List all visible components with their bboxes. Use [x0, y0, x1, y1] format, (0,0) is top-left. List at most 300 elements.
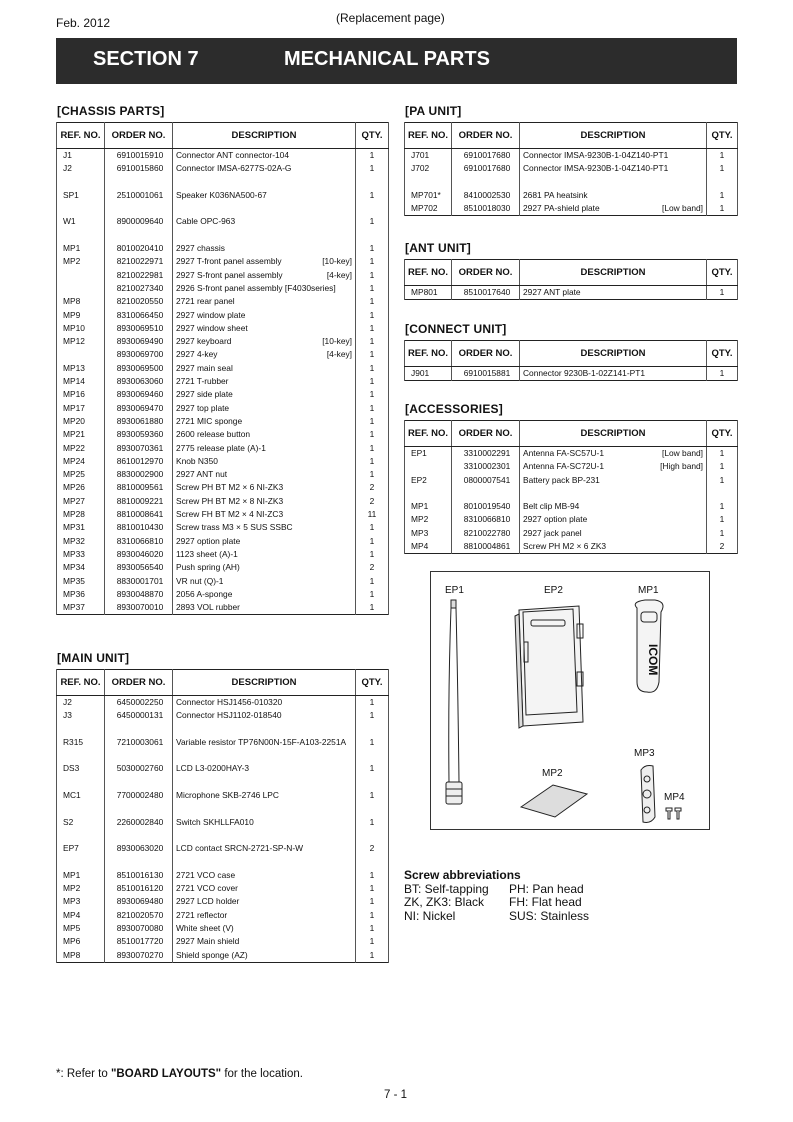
- description-text: Microphone SKB-2746 LPC: [176, 790, 279, 801]
- quantity: 1: [356, 922, 389, 935]
- description-text: Shield sponge (AZ): [176, 949, 248, 960]
- description: [173, 295, 356, 308]
- label-mp4: MP4: [664, 792, 685, 803]
- quantity: 1: [707, 513, 738, 526]
- description: [520, 286, 707, 300]
- abbr-right: SUS: Stainless: [509, 908, 590, 923]
- accessories-illustration: [430, 571, 710, 830]
- ref-no: MP26: [57, 481, 105, 494]
- ref-no: [57, 282, 105, 295]
- ant-table: [404, 259, 738, 300]
- description: [173, 162, 356, 175]
- footnote-suffix: for the location.: [221, 1068, 303, 1080]
- description-text: 2927 T-front panel assembly: [176, 256, 282, 267]
- order-no: 8930069490: [105, 335, 173, 348]
- ref-no: MP17: [57, 402, 105, 415]
- label-ep2: EP2: [544, 585, 563, 596]
- table-row: [57, 162, 389, 175]
- order-no: 8930069500: [105, 362, 173, 375]
- order-no: 8210022971: [105, 255, 173, 268]
- quantity: 1: [356, 269, 389, 282]
- quantity: 1: [707, 500, 738, 513]
- description-text: 2927 jack panel: [523, 527, 582, 538]
- table-spacer: [57, 749, 389, 762]
- order-no: 3310002291: [452, 447, 520, 461]
- ref-no: MP9: [57, 309, 105, 322]
- quantity: 2: [707, 540, 738, 554]
- quantity: 1: [356, 255, 389, 268]
- col-ref: REF. NO.: [57, 670, 105, 696]
- order-no: 6450000131: [105, 709, 173, 722]
- order-no: 3310002301: [452, 460, 520, 473]
- description-text: 2927 ANT nut: [176, 469, 228, 480]
- description-text: 2721 reflector: [176, 909, 228, 920]
- description-text: Switch SKHLLFA010: [176, 816, 254, 827]
- table-row: [405, 367, 738, 381]
- quantity: 1: [356, 335, 389, 348]
- description: [173, 949, 356, 963]
- quantity: 1: [356, 149, 389, 163]
- description: [520, 500, 707, 513]
- order-no: 8830002900: [105, 468, 173, 481]
- description: [173, 882, 356, 895]
- quantity: 1: [707, 527, 738, 540]
- description: [520, 474, 707, 487]
- description-text: Variable resistor TP76N00N-15F-A103-2251A: [176, 736, 347, 747]
- description-text: LCD L3-0200HAY-3: [176, 763, 250, 774]
- variant-note: [4-key]: [326, 349, 352, 360]
- description: [173, 149, 356, 163]
- description-text: 2927 main seal: [176, 362, 233, 373]
- abbr-left: BT: Self-tapping: [404, 881, 489, 896]
- description: [520, 149, 707, 163]
- order-no: 8610012970: [105, 455, 173, 468]
- quantity: 1: [707, 474, 738, 487]
- description: [173, 789, 356, 802]
- ref-no: J3: [57, 709, 105, 722]
- description: [173, 388, 356, 401]
- quantity: 1: [356, 322, 389, 335]
- screw-abbreviations: [404, 869, 644, 923]
- description: [173, 322, 356, 335]
- quantity: 11: [356, 508, 389, 521]
- main-table: [56, 669, 389, 963]
- description: [173, 922, 356, 935]
- table-row: [405, 189, 738, 202]
- ref-no: MP701*: [405, 189, 452, 202]
- ref-no: MP20: [57, 415, 105, 428]
- order-no: 8930063020: [105, 842, 173, 855]
- quantity: 1: [707, 149, 738, 163]
- table-row: [405, 513, 738, 526]
- table-spacer: [57, 176, 389, 189]
- table-row: [57, 402, 389, 415]
- description-text: 2927 top plate: [176, 402, 230, 413]
- description: [173, 561, 356, 574]
- table-spacer: [57, 776, 389, 789]
- order-no: 8930069510: [105, 322, 173, 335]
- order-no: 6910015910: [105, 149, 173, 163]
- table-row: [57, 601, 389, 615]
- ref-no: MP3: [405, 527, 452, 540]
- quantity: 1: [356, 282, 389, 295]
- description: [173, 375, 356, 388]
- quantity: 1: [356, 388, 389, 401]
- quantity: 1: [707, 202, 738, 216]
- description-text: 2681 PA heatsink: [523, 189, 588, 200]
- table-row: [57, 882, 389, 895]
- table-row: [57, 149, 389, 163]
- col-qty: QTY.: [356, 123, 389, 149]
- ref-no: MP2: [57, 882, 105, 895]
- quantity: 1: [356, 869, 389, 882]
- abbr-right: FH: Flat head: [509, 895, 582, 909]
- order-no: 5030002760: [105, 762, 173, 775]
- abbr-right: PH: Pan head: [509, 881, 584, 896]
- quantity: 1: [356, 949, 389, 963]
- accessories-title: [ACCESSORIES]: [405, 402, 503, 416]
- description: [173, 495, 356, 508]
- order-no: 8930069700: [105, 348, 173, 361]
- screw-title: Screw abbreviations: [404, 868, 521, 882]
- footnote-ref: "BOARD LAYOUTS": [110, 1068, 222, 1080]
- table-row: [57, 335, 389, 348]
- ref-no: MP36: [57, 588, 105, 601]
- quantity: 1: [356, 375, 389, 388]
- table-row: [405, 286, 738, 300]
- ref-no: MP10: [57, 322, 105, 335]
- quantity: 1: [707, 367, 738, 381]
- table-row: [57, 215, 389, 228]
- description-text: Cable OPC-963: [176, 216, 236, 227]
- description-text: 2927 LCD holder: [176, 896, 240, 907]
- order-no: 6450002250: [105, 696, 173, 710]
- quantity: 1: [356, 909, 389, 922]
- col-desc: DESCRIPTION: [173, 123, 356, 149]
- order-no: 8930069460: [105, 388, 173, 401]
- ref-no: MP37: [57, 601, 105, 615]
- table-row: [57, 575, 389, 588]
- quantity: 1: [356, 162, 389, 175]
- description: [173, 696, 356, 710]
- description: [173, 535, 356, 548]
- ref-no: J901: [405, 367, 452, 381]
- table-row: [57, 842, 389, 855]
- table-row: [57, 869, 389, 882]
- table-spacer: [57, 723, 389, 736]
- ref-no: MP16: [57, 388, 105, 401]
- order-no: 7700002480: [105, 789, 173, 802]
- description: [173, 588, 356, 601]
- quantity: 1: [356, 309, 389, 322]
- table-row: [57, 709, 389, 722]
- option-plate-drawing: [521, 785, 587, 817]
- main-title: [MAIN UNIT]: [57, 651, 130, 665]
- quantity: 1: [356, 442, 389, 455]
- table-row: [57, 935, 389, 948]
- ref-no: MP702: [405, 202, 452, 216]
- description: [520, 527, 707, 540]
- quantity: 1: [356, 696, 389, 710]
- ref-no: J702: [405, 162, 452, 175]
- quantity: 1: [707, 189, 738, 202]
- description: [173, 402, 356, 415]
- description-text: 2927 option plate: [523, 514, 588, 525]
- description-text: 2721 rear panel: [176, 296, 235, 307]
- description-text: Connector HSJ1102-018540: [176, 710, 282, 721]
- ref-no: MP6: [57, 935, 105, 948]
- quantity: 1: [356, 709, 389, 722]
- quantity: 1: [356, 348, 389, 361]
- ref-no: W1: [57, 215, 105, 228]
- description: [520, 447, 707, 461]
- quantity: 2: [356, 495, 389, 508]
- variant-note: [Low band]: [662, 203, 703, 214]
- ref-no: MP14: [57, 375, 105, 388]
- description-text: 2893 VOL rubber: [176, 602, 240, 613]
- table-row: [405, 202, 738, 216]
- ref-no: MP12: [57, 335, 105, 348]
- table-row: [57, 455, 389, 468]
- col-desc: DESCRIPTION: [520, 123, 707, 149]
- ref-no: MP2: [57, 255, 105, 268]
- variant-note: [Low band]: [662, 448, 703, 458]
- ref-no: MP21: [57, 428, 105, 441]
- order-no: 8810010430: [105, 521, 173, 534]
- table-row: [57, 535, 389, 548]
- jack-panel-drawing: [641, 766, 655, 823]
- ref-no: MP32: [57, 535, 105, 548]
- description-text: 2927 window plate: [176, 309, 246, 320]
- table-row: [57, 548, 389, 561]
- order-no: 8210022981: [105, 269, 173, 282]
- description: [173, 282, 356, 295]
- description: [173, 189, 356, 202]
- table-row: [57, 269, 389, 282]
- header-date: Feb. 2012: [56, 16, 111, 30]
- order-no: 6910017680: [452, 162, 520, 175]
- col-ref: REF. NO.: [405, 123, 452, 149]
- order-no: 8010019540: [452, 500, 520, 513]
- replacement-note: (Replacement page): [336, 11, 445, 25]
- table-row: [57, 495, 389, 508]
- table-row: [57, 309, 389, 322]
- ref-no: MP3: [57, 895, 105, 908]
- order-no: 8930070080: [105, 922, 173, 935]
- description-text: Connector 9230B-1-02Z141-PT1: [523, 368, 645, 378]
- description: [520, 162, 707, 175]
- ref-no: MP33: [57, 548, 105, 561]
- pa-title: [PA UNIT]: [405, 104, 462, 118]
- description-text: 2056 A-sponge: [176, 588, 233, 599]
- order-no: 8930046020: [105, 548, 173, 561]
- ref-no: MP22: [57, 442, 105, 455]
- description-text: White sheet (V): [176, 923, 234, 934]
- description: [173, 548, 356, 561]
- col-desc: DESCRIPTION: [520, 421, 707, 447]
- quantity: 1: [356, 789, 389, 802]
- ref-no: MP13: [57, 362, 105, 375]
- section-number: SECTION 7: [93, 48, 199, 70]
- ref-no: MP27: [57, 495, 105, 508]
- col-qty: QTY.: [707, 341, 738, 367]
- description: [173, 362, 356, 375]
- order-no: 8310066810: [105, 535, 173, 548]
- order-no: 8210020550: [105, 295, 173, 308]
- label-mp2: MP2: [542, 768, 563, 779]
- table-row: [405, 500, 738, 513]
- order-no: 8210027340: [105, 282, 173, 295]
- quantity: 1: [356, 242, 389, 255]
- table-row: [57, 295, 389, 308]
- description: [173, 935, 356, 948]
- ref-no: MP8: [57, 949, 105, 963]
- description: [173, 335, 356, 348]
- ref-no: J701: [405, 149, 452, 163]
- description: [173, 468, 356, 481]
- label-mp3: MP3: [634, 748, 655, 759]
- quantity: 2: [356, 561, 389, 574]
- pa-table: [404, 122, 738, 216]
- description-text: 2721 VCO cover: [176, 883, 238, 894]
- order-no: 8310066810: [452, 513, 520, 526]
- table-row: [57, 949, 389, 963]
- quantity: 1: [356, 935, 389, 948]
- table-row: [57, 508, 389, 521]
- ref-no: J1: [57, 149, 105, 163]
- description: [173, 415, 356, 428]
- description: [173, 709, 356, 722]
- description-text: Antenna FA-SC72U-1: [523, 461, 605, 472]
- quantity: 1: [356, 415, 389, 428]
- table-row: [57, 909, 389, 922]
- description-text: 2927 ANT plate: [523, 287, 581, 297]
- footnote: [56, 1068, 303, 1080]
- connect-table: [404, 340, 738, 381]
- table-row: [57, 816, 389, 829]
- description-text: 2600 release button: [176, 429, 251, 440]
- description: [520, 460, 707, 473]
- description-text: Screw PH M2 × 6 ZK3: [523, 541, 607, 552]
- table-row: [57, 481, 389, 494]
- footnote-prefix: *: Refer to: [56, 1068, 111, 1080]
- description-text: 2927 PA-shield plate: [523, 203, 600, 214]
- table-row: [405, 540, 738, 554]
- ref-no: EP2: [405, 474, 452, 487]
- table-spacer: [57, 229, 389, 242]
- accessories-table: [404, 420, 738, 554]
- description-text: Belt clip MB-94: [523, 501, 580, 512]
- description: [173, 869, 356, 882]
- variant-note: [4-key]: [326, 269, 352, 280]
- col-qty: QTY.: [707, 421, 738, 447]
- quantity: 1: [707, 447, 738, 461]
- table-row: [57, 442, 389, 455]
- connect-title: [CONNECT UNIT]: [405, 322, 507, 336]
- quantity: 1: [707, 460, 738, 473]
- description-text: 2775 release plate (A)-1: [176, 442, 266, 453]
- table-row: [57, 189, 389, 202]
- label-ep1: EP1: [445, 585, 464, 596]
- col-qty: QTY.: [707, 260, 738, 286]
- quantity: 2: [356, 481, 389, 494]
- order-no: 8930069470: [105, 402, 173, 415]
- description-text: 2927 window sheet: [176, 322, 248, 333]
- table-row: [57, 415, 389, 428]
- quantity: 1: [356, 189, 389, 202]
- description: [173, 736, 356, 749]
- description-text: Screw PH BT M2 × 6 NI-ZK3: [176, 482, 284, 493]
- description-text: Screw trass M3 × 5 SUS SSBC: [176, 522, 293, 533]
- description: [173, 442, 356, 455]
- description: [173, 269, 356, 282]
- order-no: 8410002530: [452, 189, 520, 202]
- quantity: 1: [356, 362, 389, 375]
- quantity: 1: [356, 895, 389, 908]
- order-no: 2510001061: [105, 189, 173, 202]
- order-no: 2260002840: [105, 816, 173, 829]
- table-row: [57, 322, 389, 335]
- quantity: 1: [356, 295, 389, 308]
- variant-note: [10-key]: [322, 256, 352, 267]
- col-order: ORDER NO.: [452, 260, 520, 286]
- order-no: 0800007541: [452, 474, 520, 487]
- description-text: VR nut (Q)-1: [176, 575, 224, 586]
- order-no: 6910017680: [452, 149, 520, 163]
- description-text: 2721 MIC sponge: [176, 415, 243, 426]
- ref-no: J2: [57, 696, 105, 710]
- description: [520, 189, 707, 202]
- description-text: Connector IMSA-9230B-1-04Z140-PT1: [523, 150, 669, 160]
- order-no: 8010020410: [105, 242, 173, 255]
- col-qty: QTY.: [356, 670, 389, 696]
- table-row: [57, 588, 389, 601]
- order-no: 8510016130: [105, 869, 173, 882]
- table-spacer: [405, 176, 738, 189]
- order-no: 8930056540: [105, 561, 173, 574]
- ref-no: MP25: [57, 468, 105, 481]
- ref-no: MP34: [57, 561, 105, 574]
- table-row: [57, 895, 389, 908]
- table-row: [57, 388, 389, 401]
- description: [173, 601, 356, 615]
- col-order: ORDER NO.: [452, 123, 520, 149]
- description-text: Screw FH BT M2 × 4 NI-ZC3: [176, 509, 284, 520]
- order-no: 8930059360: [105, 428, 173, 441]
- order-no: 8930070010: [105, 601, 173, 615]
- description-text: Battery pack BP-231: [523, 474, 600, 485]
- order-no: 8210020570: [105, 909, 173, 922]
- description-text: 2927 Main shield: [176, 936, 240, 947]
- quantity: 1: [356, 215, 389, 228]
- description: [173, 455, 356, 468]
- ref-no: MP8: [57, 295, 105, 308]
- description-text: 1123 sheet (A)-1: [176, 548, 238, 559]
- quantity: 1: [356, 468, 389, 481]
- description: [173, 215, 356, 228]
- chassis-title: [CHASSIS PARTS]: [57, 104, 165, 118]
- quantity: 1: [356, 816, 389, 829]
- description: [173, 481, 356, 494]
- table-row: [57, 789, 389, 802]
- description: [173, 255, 356, 268]
- ref-no: [57, 348, 105, 361]
- ref-no: MP1: [405, 500, 452, 513]
- ref-no: MP4: [57, 909, 105, 922]
- variant-note: [10-key]: [322, 336, 352, 347]
- table-row: [405, 162, 738, 175]
- table-row: [57, 696, 389, 710]
